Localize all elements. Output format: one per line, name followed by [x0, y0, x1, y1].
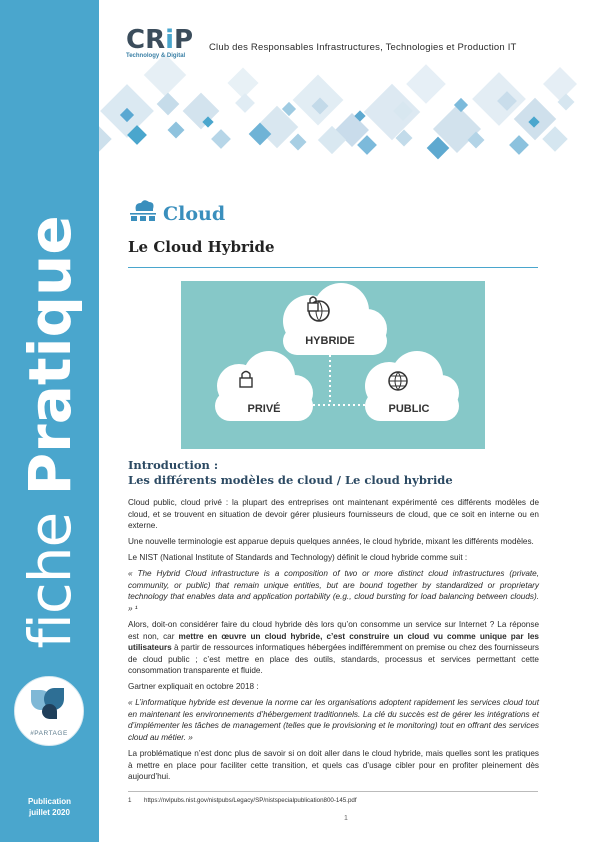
- decorative-diamond: [211, 129, 231, 149]
- decorative-diamond: [406, 64, 446, 104]
- footnote: [128, 797, 357, 804]
- intro-heading: [128, 458, 453, 488]
- nist-quote: « The Hybrid Cloud infrastructure is a composition of two or more distinct cloud infrastructures (private, community, or public) that remain unique entities, but are bound together by standardized or proprietary technology that enables data and application portability (e.g., cloud bursting for load balancing between clouds). » ¹: [128, 569, 539, 613]
- sidebar-title: [15, 215, 84, 649]
- decorative-diamond: [509, 135, 529, 155]
- logo-tagline: Technology & Digital: [126, 53, 186, 59]
- paragraph-text: à partir de ressources informatiques hébergées indifféremment on premise ou chez des fournisseurs de cloud public ; c’est mettre en place des outils, standards, processus et services permettant cette consommation transparente et fluide.: [128, 643, 539, 676]
- decorative-diamond: [543, 67, 577, 101]
- decorative-diamond: [290, 134, 307, 151]
- partage-badge: [14, 676, 84, 746]
- public-label: PUBLIC: [388, 403, 430, 415]
- paragraph: Gartner expliquait en octobre 2018 :: [128, 682, 259, 692]
- publication-date-value: juillet 2020: [29, 808, 70, 817]
- footnote-number: 1: [128, 797, 132, 804]
- paragraph: La problématique n’est donc plus de savoir si on doit aller dans le cloud hybride, mais quelles sont les pratiques à mettre en place pour faciliter cette transition, et quels cas d’usage cibler pour en profiter pleinement dès aujourd’hui.: [128, 749, 539, 782]
- logo-wordmark-i: i: [165, 25, 175, 55]
- decorative-diamond: [235, 93, 255, 113]
- title-divider: [128, 267, 538, 268]
- hybrid-cloud-diagram: [181, 281, 485, 449]
- decorative-diamond: [144, 54, 186, 96]
- paragraph: [128, 619, 539, 677]
- footnote-divider: [128, 791, 538, 792]
- sidebar: [0, 0, 99, 842]
- intro-heading-line2: Les différents modèles de cloud / Le cloud hybride: [128, 473, 453, 487]
- crip-logo: [126, 26, 193, 59]
- decorative-diamond: [183, 93, 220, 130]
- body-text: [128, 497, 539, 787]
- decorative-diamond: [157, 93, 180, 116]
- logo-wordmark-end: P: [174, 25, 194, 55]
- paragraph: Le NIST (National Institute of Standards and Technology) définit le cloud hybride comme suit :: [128, 553, 468, 563]
- sidebar-title-bold: Pratique: [15, 215, 84, 496]
- section-category: Cloud: [163, 203, 226, 225]
- header-subtitle: Club des Responsables Infrastructures, Technologies et Production IT: [209, 42, 517, 53]
- page-title: Le Cloud Hybride: [128, 238, 275, 256]
- intro-heading-line1: Introduction :: [128, 458, 219, 472]
- logo-wordmark: [126, 26, 193, 54]
- cloud-network-icon: [128, 198, 158, 222]
- decorative-diamond: [168, 122, 185, 139]
- paragraph-emphasis: mettre en œuvre un cloud hybride, c’est construire un cloud vu comme unique par les utilisateurs: [128, 631, 539, 653]
- page-number: 1: [344, 815, 348, 822]
- badge-leaf-icon: [42, 704, 57, 719]
- paragraph-text: Alors, doit-on considérer faire du cloud hybride dès lors qu’on consomme un service sur Internet ? La réponse est non, car: [128, 619, 539, 641]
- paragraph: Cloud public, cloud privé : la plupart des entreprises ont maintenant expérimenté ces différents modèles de cloud, et se trouvent en situation de devoir gérer plusieurs fournisseurs de cloud, que ce soit en interne ou en externe.: [128, 498, 539, 531]
- paragraph: Une nouvelle terminologie est apparue depuis quelques années, le cloud hybride, mixant les différents modèles.: [128, 537, 534, 547]
- gartner-quote: « L’informatique hybride est devenue la norme car les organisations adoptent rapidement les services cloud tout en maintenant les environnements d’hébergement traditionnels. La clé du succès est de gérer les intégrations et d’implémenter les tâches de management (telles que le provisioning et le monitoring) tout en offrant des services cloud au métier. »: [128, 698, 539, 743]
- logo-wordmark-start: CR: [126, 25, 166, 55]
- badge-label: #PARTAGE: [30, 730, 68, 737]
- hybrid-label: HYBRIDE: [305, 335, 355, 347]
- private-label: PRIVÉ: [247, 403, 281, 415]
- footnote-link[interactable]: https://nvlpubs.nist.gov/nistpubs/Legacy/SP/nistspecialpublication800-145.pdf: [144, 797, 357, 804]
- decorative-diamond: [542, 126, 567, 151]
- publication-label: Publication: [27, 797, 72, 806]
- hybrid-cloud-illustration: [181, 281, 485, 449]
- sidebar-title-light: fiche: [15, 495, 84, 649]
